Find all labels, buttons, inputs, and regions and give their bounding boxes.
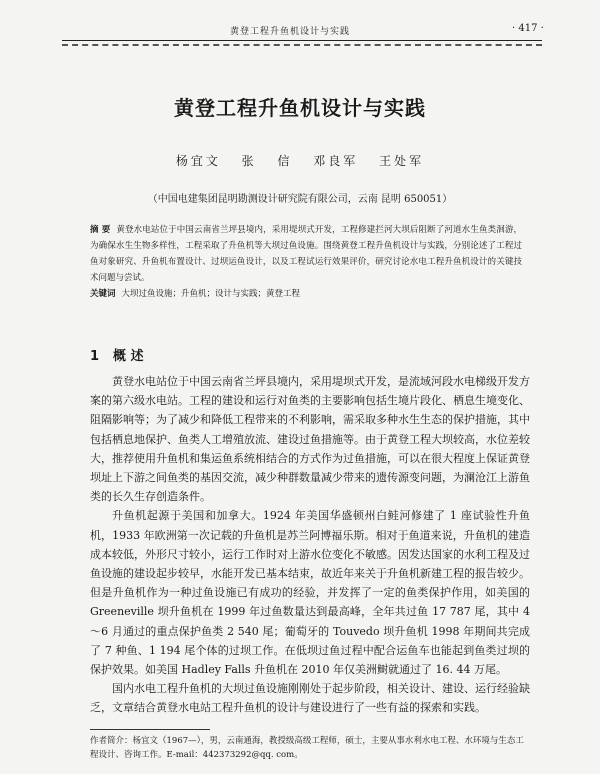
page-number: · 417 · (512, 23, 544, 34)
body-text (90, 372, 530, 718)
section-title: 概 述 (113, 349, 144, 364)
keywords (90, 286, 522, 302)
abstract-text: 黄登水电站位于中国云南省兰坪县境内，采用堤坝式开发，工程修建拦河大坝后阻断了河道水生鱼类洄游，为确保水生生物多样性，工程采取了升鱼机等大坝过鱼设施。围绕黄登工程升鱼机设计与实践，分别论述了工程过鱼对象研究、升鱼机布置设计、过坝运鱼设计，以及工程试运行效果评价，研究讨论水电工程升鱼机设计的关键技术问题与尝试。 (90, 225, 522, 283)
running-head (0, 20, 600, 40)
authors: 杨宜文 张 信 邓良军 王处军 (175, 154, 425, 168)
affiliation: （中国电建集团昆明勘测设计研究院有限公司，云南 昆明 650051） (147, 194, 453, 205)
header-rule (62, 40, 542, 41)
body-paragraph: 国内水电工程升鱼机的大坝过鱼设施刚刚处于起步阶段，相关设计、建设、运行经验缺乏，文章结合黄登水电站工程升鱼机的设计与建设进行了一些有益的探索和实践。 (90, 682, 530, 715)
abstract-label: 摘 要 (90, 225, 111, 235)
header-dashed-rule (62, 44, 542, 46)
keywords-text: 大坝过鱼设施；升鱼机；设计与实践；黄登工程 (121, 289, 301, 299)
keywords-label: 关键词 (90, 289, 116, 299)
body-paragraph: 黄登水电站位于中国云南省兰坪县境内，采用堤坝式开发，是流域河段水电梯级开发方案的第六级水电站。工程的建设和运行对鱼类的主要影响包括生境片段化、栖息生境变化、阻隔影响等；为了减少和降低工程带来的不利影响，需采取多种水生生态的保护措施，其中包括栖息地保护、鱼类人工增殖放流、建设过鱼措施等。由于黄登工程大坝较高，水位差较大，推荐使用升鱼机和集运鱼系统相结合的方式作为过鱼措施，可以在很大程度上保证黄登坝址上下游之间鱼类的基因交流，减少种群数量减少带来的遗传源变问题，为澜沧江上游鱼类的长久生存创造条件。 (90, 375, 530, 504)
body-paragraph: 升鱼机起源于美国和加拿大。1924 年美国华盛顿州白鲑河修建了 1 座试验性升鱼机，1933 年欧洲第一次记载的升鱼机是苏兰阿博福乐斯。相对于鱼道来说，升鱼机的建造成本较低，外形尺寸较小，运行工作时对上游水位变化不敏感。因发达国家的水利工程及过鱼设施的建设起步较早，水能开发已基本结束，故近年来关于升鱼机新建工程的报告较少。但是升鱼机作为一种过鱼设施已有成功的经验，并发挥了一定的鱼类保护作用，如美国的 Greeneville 坝升鱼机在 1999 年过鱼数量达到最高峰，全年共过鱼 17 787 尾，其中 4～6 月通过的重点保护鱼类 2 540 尾；葡萄牙的 Touvedo 坝升鱼机 1998 年期间共完成了 7 种鱼、1 194 尾个体的过坝工作。在低坝过鱼过程中配合运鱼车也能起到鱼类过坝的保护效果。如美国 Hadley Falls 升鱼机在 2010 年仅美洲鲥就通过了 16. 44 万尾。 (90, 509, 530, 677)
section-heading (90, 345, 144, 364)
abstract (90, 222, 522, 286)
section-number: 1 (90, 349, 100, 364)
abstract-block (90, 222, 522, 302)
paper-title: 黄登工程升鱼机设计与实践 (174, 96, 426, 120)
running-title: 黄登工程升鱼机设计与实践 (230, 27, 351, 37)
author-footnote: 作者简介：杨宜文（1967—），男，云南通海，教授级高级工程师，硕士，主要从事水利水电工程、水环境与生态工程设计、咨询工作。E-mail：442373292@qq. com。 (90, 736, 524, 760)
footnote-rule (90, 729, 210, 730)
